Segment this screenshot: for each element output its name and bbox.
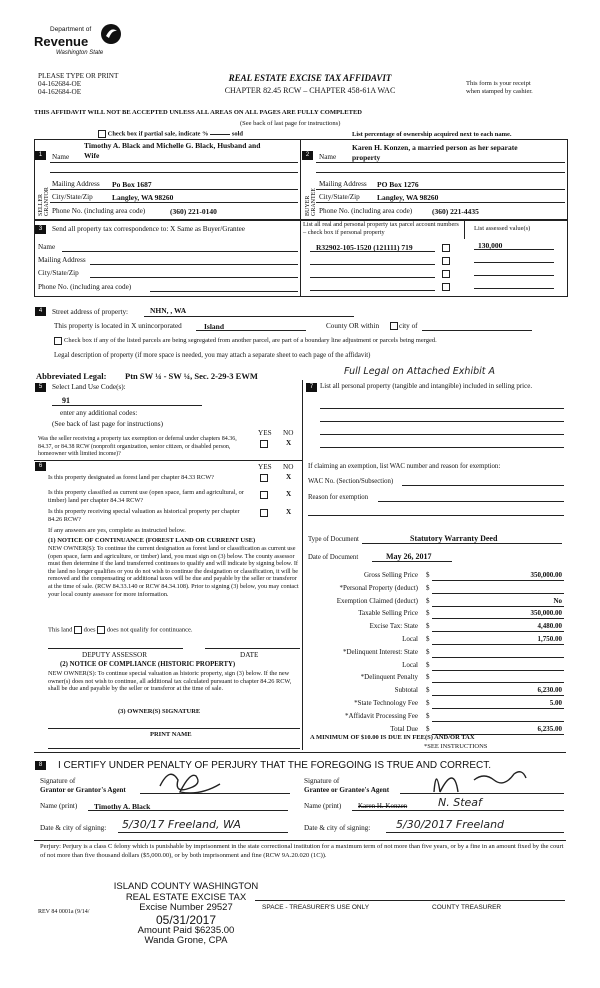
does-not-label: does not qualify for continuance. xyxy=(106,626,193,634)
tax-row-dollar: $ xyxy=(426,673,430,682)
tax-row-dollar: $ xyxy=(426,622,430,631)
county-or-within: County OR within xyxy=(326,322,380,330)
land-use-label: Select Land Use Code(s): xyxy=(52,383,126,391)
s5-no-header: NO xyxy=(283,429,294,437)
does-not-qualify-checkbox[interactable] xyxy=(97,626,105,634)
does-label: does xyxy=(83,626,96,634)
tax-row-label: *Personal Property (deduct) xyxy=(339,583,418,592)
parcel-2-personal-checkbox[interactable] xyxy=(442,257,450,265)
stamp-line-3: Excise Number 29527 xyxy=(139,902,233,913)
section5-see-back: (See back of last page for instructions) xyxy=(52,420,163,428)
send-correspondence: Send all property tax correspondence to: X Same as Buyer/Grantee xyxy=(52,225,245,233)
tax-row-label: Local xyxy=(402,635,418,643)
grantee-sig-label-1: Signature of xyxy=(304,777,340,785)
tax-row-label: Gross Selling Price xyxy=(363,571,418,579)
doc-date-value: May 26, 2017 xyxy=(386,552,432,561)
tax-row-value: 6,235.00 xyxy=(537,724,562,733)
seller-phone: (360) 221-0140 xyxy=(170,207,217,216)
tax-row-value: No xyxy=(553,596,562,605)
historic-q: Is this property receiving special valuation as historical property per chapter 84.26 RCW? xyxy=(48,508,240,523)
corr-mailing-label: Mailing Address xyxy=(38,256,86,264)
street-value: NHN, , WA xyxy=(150,306,187,315)
forest-yes-checkbox[interactable] xyxy=(260,474,268,482)
grantee-name-print: Karen H. Konzen xyxy=(358,802,408,810)
tax-row-label: *State Technology Fee xyxy=(354,699,418,707)
owner-signature-label: (3) OWNER(S) SIGNATURE xyxy=(118,708,201,715)
seller-side-label: SELLER GRANTOR xyxy=(38,187,50,216)
buyer-side-label: BUYER GRANTEE xyxy=(305,188,317,216)
doc-date-label: Date of Document xyxy=(308,554,359,561)
exemption-claim-text: If claiming an exemption, list WAC number and reason for exemption: xyxy=(308,463,501,470)
buyer-name-1: Karen H. Konzen, a married person as her separate xyxy=(352,143,518,152)
seller-city-label: City/State/Zip xyxy=(52,193,93,201)
section-1-badge: 1 xyxy=(35,151,46,160)
stamp-line-2: REAL ESTATE EXCISE TAX xyxy=(125,891,247,903)
parcel-header: List all real and personal property tax parcel account numbers – check box if personal property xyxy=(303,221,459,236)
does-qualify-checkbox[interactable] xyxy=(74,626,82,634)
tax-row-dollar: $ xyxy=(426,583,430,592)
perjury-note: Perjury: Perjury is a class C felony which is punishable by imprisonment in the state correctional institution for a maximum term of not more than five years, or by a fine in an amount fixed by the court of not more than five thousand dollars ($5,000.00), or by both imprisonment and fine (RCW 9A.20.020 (1C)). xyxy=(40,843,564,859)
section-8-badge: 8 xyxy=(35,761,46,770)
s5-no-answer: X xyxy=(286,439,292,447)
tax-row-label: *Delinquent Interest: State xyxy=(342,647,418,656)
s5-yes-header: YES xyxy=(258,429,272,437)
grantee-sig-label-2: Grantee or Grantee's Agent xyxy=(304,786,390,794)
seller-name-2: Wife xyxy=(84,151,100,160)
receipt-note-2: when stamped by cashier. xyxy=(466,88,533,95)
parcel-1-personal-checkbox[interactable] xyxy=(442,244,450,252)
street-label: Street address of property: xyxy=(52,308,129,316)
buyer-mailing: PO Box 1276 xyxy=(377,180,419,189)
grantee-date-city-label: Date & city of signing: xyxy=(304,824,371,832)
buyer-city-label: City/State/Zip xyxy=(319,193,360,201)
segregated-text: Check box if any of the listed parcels are being segregated from another parcel, are part of a boundary line adjustment or parcels being merged. xyxy=(64,337,437,344)
parcel-number: R32902-105-1520 (121111) 719 xyxy=(316,243,413,252)
tax-row-dollar: $ xyxy=(426,635,430,643)
abbrev-legal-value: Ptn SW ¼ - SW ¼, Sec. 2-29-3 EWM xyxy=(125,371,258,381)
grantor-signature-icon xyxy=(150,766,230,800)
form-number-1: 04-162684-OE xyxy=(38,80,82,88)
corr-city-label: City/State/Zip xyxy=(38,269,79,277)
forest-no-answer: X xyxy=(286,473,292,481)
dor-logo-line2: Revenue xyxy=(34,34,89,49)
buyer-mailing-label: Mailing Address xyxy=(319,180,367,188)
certify-statement: I CERTIFY UNDER PENALTY OF PERJURY THAT THE FOREGOING IS TRUE AND CORRECT. xyxy=(58,760,492,771)
tax-row-dollar: $ xyxy=(426,596,430,605)
tax-row-label: Subtotal xyxy=(394,686,418,695)
rev-form-number: REV 84 0001a (9/14/ xyxy=(38,909,90,915)
grantor-sig-label-1: Signature of xyxy=(40,777,76,785)
s6-yes-header: YES xyxy=(258,463,272,471)
sold-label: sold xyxy=(231,130,244,138)
tax-row-label: Exemption Claimed (deduct) xyxy=(336,596,418,605)
parcel-3-personal-checkbox[interactable] xyxy=(442,270,450,278)
buyer-name-label: Name xyxy=(319,153,337,161)
abbrev-legal-label: Abbreviated Legal: xyxy=(36,371,107,381)
grantor-sig-label-2: Grantor or Grantor's Agent xyxy=(40,786,126,794)
parcel-4-personal-checkbox[interactable] xyxy=(442,283,450,291)
legal-handwritten-note: Full Legal on Attached Exhibit A xyxy=(344,366,496,377)
wac-no-label: WAC No. (Section/Subsection) xyxy=(308,478,394,485)
forest-land-q: Is this property designated as forest land per chapter 84.33 RCW? xyxy=(48,474,214,481)
tax-row-dollar: $ xyxy=(426,699,430,707)
buyer-city: Langley, WA 98260 xyxy=(377,193,439,202)
segregated-checkbox[interactable] xyxy=(54,337,62,345)
form-number-2: 04-162684-OE xyxy=(38,88,82,96)
corr-phone-label: Phone No. (including area code) xyxy=(38,283,132,291)
stamp-line-1: ISLAND COUNTY WASHINGTON xyxy=(113,881,259,892)
treasurer-stamp xyxy=(96,882,276,947)
tax-row-label: Local xyxy=(402,660,418,669)
tax-row-label: Excise Tax: State xyxy=(369,622,418,631)
s5-yes-checkbox[interactable] xyxy=(260,440,268,448)
exemption-question: Was the seller receiving a property tax exemption or deferral under chapters 84.36, 84.37, or 84.38 RCW (nonprofit organization, senior citizen, or disabled person, homeowner with limited income)? xyxy=(38,436,237,457)
tax-row-value: 350,000.00 xyxy=(530,571,562,579)
this-land-label: This land xyxy=(48,626,73,634)
current-use-q: Is this property classified as current use (open space, farm and agricultural, or timber) land per chapter 84.34 RCW? xyxy=(48,489,244,504)
receipt-note-1: This form is your receipt xyxy=(466,80,531,87)
personal-property-text: List all personal property (tangible and intangible) included in selling price. xyxy=(320,382,533,390)
seller-mailing: Po Box 1687 xyxy=(112,180,152,189)
seller-name-label: Name xyxy=(52,153,70,161)
city-of-label: city of xyxy=(399,322,418,330)
grantee-name-print-label: Name (print) xyxy=(304,802,342,810)
partial-sale-checkbox[interactable] xyxy=(98,130,106,138)
grantor-name-print-label: Name (print) xyxy=(40,802,78,810)
current-use-no-answer: X xyxy=(286,490,292,498)
land-use-code: 91 xyxy=(62,396,70,405)
ownership-note: List percentage of ownership acquired next to each name. xyxy=(352,131,512,138)
partial-sale-row xyxy=(98,130,243,138)
tax-row-label: Total Due xyxy=(390,724,418,733)
section-3-badge: 3 xyxy=(35,225,46,234)
print-name-label: PRINT NAME xyxy=(150,731,192,738)
form-title: REAL ESTATE EXCISE TAX AFFIDAVIT xyxy=(228,73,392,83)
seller-city: Langley, WA 98260 xyxy=(112,193,174,202)
tax-row-label: *Affidavit Processing Fee xyxy=(345,711,418,720)
notice-continuance-body: NEW OWNER(S): To continue the current designation as forest land or classification as current use (open space, farm and agriculture, or timber) land, you must sign on (3) below. The county assessor must then determine if the land transferred continues to qualify and will indicate by signing below. If the land no longer qualifies or you do not wish to continue the designation or classification, it will be removed and the compensating or additional taxes will be due and payable by the seller or transferor at the time of sale. (RCW 84.33.140 or RCW 84.34.108). Prior to signing (3) below, you may contact your local county assessor for more information. xyxy=(48,545,299,598)
notice-continuance-title: (1) NOTICE OF CONTINUANCE (FOREST LAND OR CURRENT USE) xyxy=(48,537,256,544)
partial-sale-label: Check box if partial sale, indicate % xyxy=(107,130,209,138)
s6-no-header: NO xyxy=(283,463,294,471)
buyer-phone: (360) 221-4435 xyxy=(432,207,479,216)
tax-row-value: 1,750.00 xyxy=(537,635,562,643)
assessed-value: 130,000 xyxy=(478,241,503,250)
notice-compliance-title: (2) NOTICE OF COMPLIANCE (HISTORIC PROPERTY) xyxy=(60,661,236,668)
seller-phone-label: Phone No. (including area code) xyxy=(52,207,146,215)
stamp-line-4: 05/31/2017 xyxy=(155,912,217,927)
section-6-badge: 6 xyxy=(35,462,46,471)
notice-compliance-body: NEW OWNER(S): To continue special valuation as historic property, sign (3) below. If the new owner(s) does not wish to continue, all additional tax calculated pursuant to chapter 84.26 RCW, shall be due and payable by the seller or transferor at the time of sale. xyxy=(48,670,292,693)
tax-row-label: *Delinquent Penalty xyxy=(360,673,418,682)
historic-no-answer: X xyxy=(286,508,292,516)
section-7-badge: 7 xyxy=(306,383,317,392)
tax-row-value: 4,480.00 xyxy=(537,622,562,631)
dor-logo-mark-icon xyxy=(100,22,122,46)
grantee-date-city: 5/30/2017 Freeland xyxy=(396,818,505,831)
see-back-instructions: (See back of last page for instructions) xyxy=(240,120,341,127)
tax-row-dollar: $ xyxy=(426,571,430,579)
dor-logo xyxy=(34,22,124,62)
reason-label: Reason for exemption xyxy=(308,494,369,501)
section-2-badge: 2 xyxy=(302,151,313,160)
tax-row-dollar: $ xyxy=(426,724,430,733)
current-use-yes-checkbox[interactable] xyxy=(260,491,268,499)
dor-logo-line1: Department of xyxy=(50,26,92,33)
tax-row-value: 6,230.00 xyxy=(537,686,562,695)
assessed-header: List assessed value(s) xyxy=(474,225,531,232)
form-subtitle: CHAPTER 82.45 RCW – CHAPTER 458-61A WAC xyxy=(224,86,396,95)
if-yes-text: If any answers are yes, complete as instructed below. xyxy=(48,527,186,534)
date-label: DATE xyxy=(240,651,259,659)
this-land-row xyxy=(48,626,193,634)
deputy-assessor-label: DEPUTY ASSESSOR xyxy=(82,651,148,659)
stamp-line-5: Amount Paid $6235.00 xyxy=(137,924,235,936)
minimum-due: A MINIMUM OF $10.00 IS DUE IN FEE(S) AND/OR TAX xyxy=(310,734,475,741)
historic-yes-checkbox[interactable] xyxy=(260,509,268,517)
grantor-name-print: Timothy A. Black xyxy=(94,802,151,811)
grantee-name-handwritten: N. Steaf xyxy=(438,796,482,809)
section-4-badge: 4 xyxy=(35,307,46,316)
grantor-date-city-label: Date & city of signing: xyxy=(40,824,107,832)
dor-logo-line3: Washington State xyxy=(56,50,104,56)
please-type: PLEASE TYPE OR PRINT xyxy=(38,72,119,80)
section-5-badge: 5 xyxy=(35,383,46,392)
seller-mailing-label: Mailing Address xyxy=(52,180,100,188)
tax-row-value: 5.00 xyxy=(549,699,562,707)
additional-codes-label: enter any additional codes: xyxy=(60,409,138,417)
buyer-name-2: property xyxy=(352,153,381,162)
tax-row-dollar: $ xyxy=(426,660,430,669)
tax-row-dollar: $ xyxy=(426,711,430,720)
county-treasurer-label: COUNTY TREASURER xyxy=(432,904,502,911)
buyer-phone-label: Phone No. (including area code) xyxy=(319,207,413,215)
located-text: This property is located in X unincorporated xyxy=(54,322,182,330)
tax-row-value: 350,000.00 xyxy=(530,609,562,618)
tax-row-dollar: $ xyxy=(426,686,430,695)
warning-text: THIS AFFIDAVIT WILL NOT BE ACCEPTED UNLESS ALL AREAS ON ALL PAGES ARE FULLY COMPLETED xyxy=(34,109,362,116)
doc-type-value: Statutory Warranty Deed xyxy=(410,534,498,543)
tax-row-label: Taxable Selling Price xyxy=(358,609,418,618)
seller-name-1: Timothy A. Black and Michelle G. Black, Husband and xyxy=(84,141,261,150)
grantor-date-city: 5/30/17 Freeland, WA xyxy=(122,818,241,831)
doc-type-label: Type of Document xyxy=(308,536,359,543)
tax-row-dollar: $ xyxy=(426,609,430,618)
location-value: Island xyxy=(204,322,225,331)
stamp-line-6: Wanda Grone, CPA xyxy=(144,935,228,946)
tax-row-dollar: $ xyxy=(426,647,430,656)
treasurer-space-label: SPACE - TREASURER'S USE ONLY xyxy=(262,904,370,911)
within-city-checkbox[interactable] xyxy=(390,322,398,330)
corr-name-label: Name xyxy=(38,243,56,251)
legal-desc-text: Legal description of property (if more space is needed, you may attach a separate sheet to each page of the affidavit) xyxy=(54,352,371,359)
see-instructions: *SEE INSTRUCTIONS xyxy=(424,743,488,750)
